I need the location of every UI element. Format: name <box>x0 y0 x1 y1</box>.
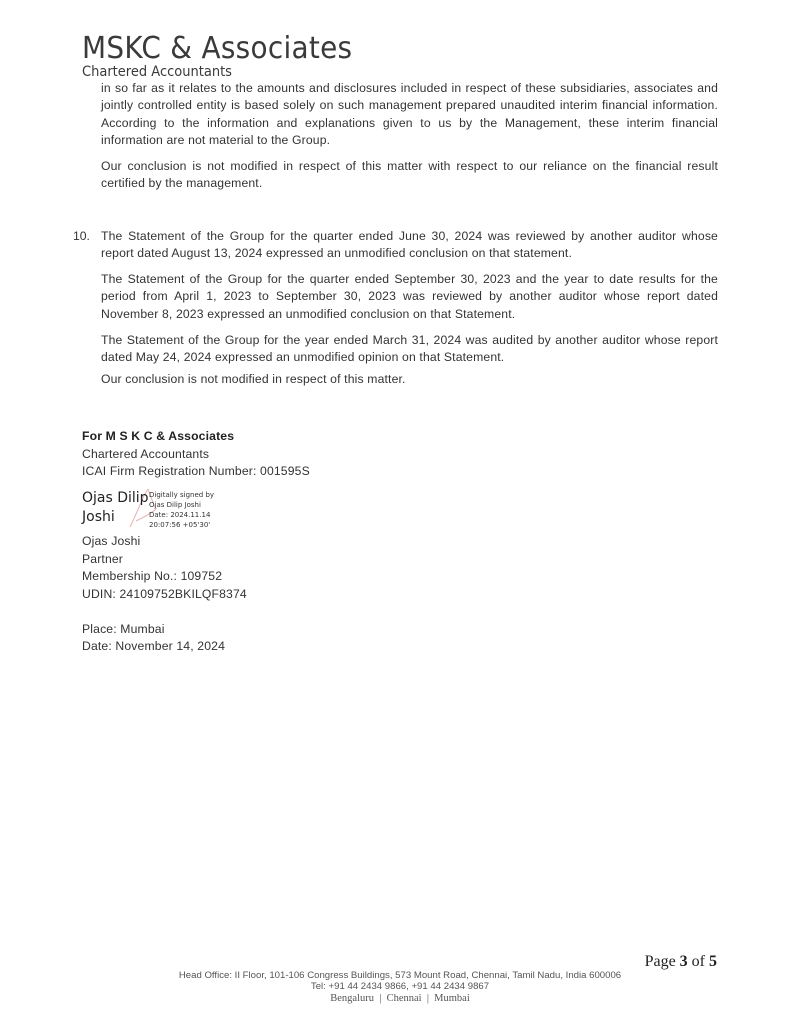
signer-role: Partner <box>82 551 124 566</box>
signature-firm-block <box>82 428 310 481</box>
date: Date: November 14, 2024 <box>82 639 226 653</box>
footer-head-office: Head Office: II Floor, 101-106 Congress Buildings, 573 Mount Road, Chennai, Tamil Nadu, India 600006 <box>178 970 622 981</box>
firm-logo <box>82 33 373 80</box>
digital-signature-info: Digitally signed by Ojas Dilip Joshi Date: 2024.11.14 20:07:56 +05'30' <box>149 491 215 529</box>
item-10-paragraph-2: The Statement of the Group for the quarter ended September 30, 2023 and the year to date results for the period from April 1, 2023 to September 30, 2023 was reviewed by another auditor whose report dated November 8, 2023 expressed an unmodified conclusion on that Statement. <box>101 272 718 321</box>
continuation-paragraph: in so far as it relates to the amounts and disclosures included in respect of these subsidiaries, associates and jointly controlled entity is based solely on such management prepared unaudited interim financial information. According to the information and explanations given to us by the Management, these interim financial information are not material to the Group. <box>101 81 718 148</box>
digital-signature-name: Ojas Dilip Joshi <box>82 490 149 525</box>
page-number: Page 3 of 5 <box>644 953 717 970</box>
item-10-paragraph-4: Our conclusion is not modified in respect of this matter. <box>101 372 406 386</box>
item-10-paragraph-1: The Statement of the Group for the quarter ended June 30, 2024 was reviewed by another auditor whose report dated August 13, 2024 expressed an unmodified conclusion on that statement. <box>101 229 718 261</box>
conclusion-paragraph: Our conclusion is not modified in respect of this matter with respect to our reliance on the financial result certified by the management. <box>101 159 718 191</box>
udin: UDIN: 24109752BKILQF8374 <box>82 586 247 601</box>
footer-telephone: Tel: +91 44 2434 9866, +91 44 2434 9867 <box>310 981 490 992</box>
firm-logo-title: MSKC & Associates <box>82 31 353 66</box>
firm-logo-subtitle: Chartered Accountants <box>82 64 232 80</box>
item-10-paragraph-3: The Statement of the Group for the year ended March 31, 2024 was audited by another auditor whose report dated May 24, 2024 expressed an unmodified opinion on that Statement. <box>101 333 718 365</box>
firm-registration: ICAI Firm Registration Number: 001595S <box>82 464 310 478</box>
signer-details <box>82 533 247 656</box>
digital-signature[interactable] <box>82 489 232 531</box>
firm-type: Chartered Accountants <box>82 446 210 461</box>
membership-number: Membership No.: 109752 <box>82 569 223 583</box>
place: Place: Mumbai <box>82 621 165 636</box>
signer-name: Ojas Joshi <box>82 534 141 548</box>
footer-cities: Bengaluru | Chennai | Mumbai <box>330 993 470 1004</box>
for-firm-label: For M S K C & Associates <box>82 429 235 443</box>
item-number: 10. <box>73 229 90 243</box>
